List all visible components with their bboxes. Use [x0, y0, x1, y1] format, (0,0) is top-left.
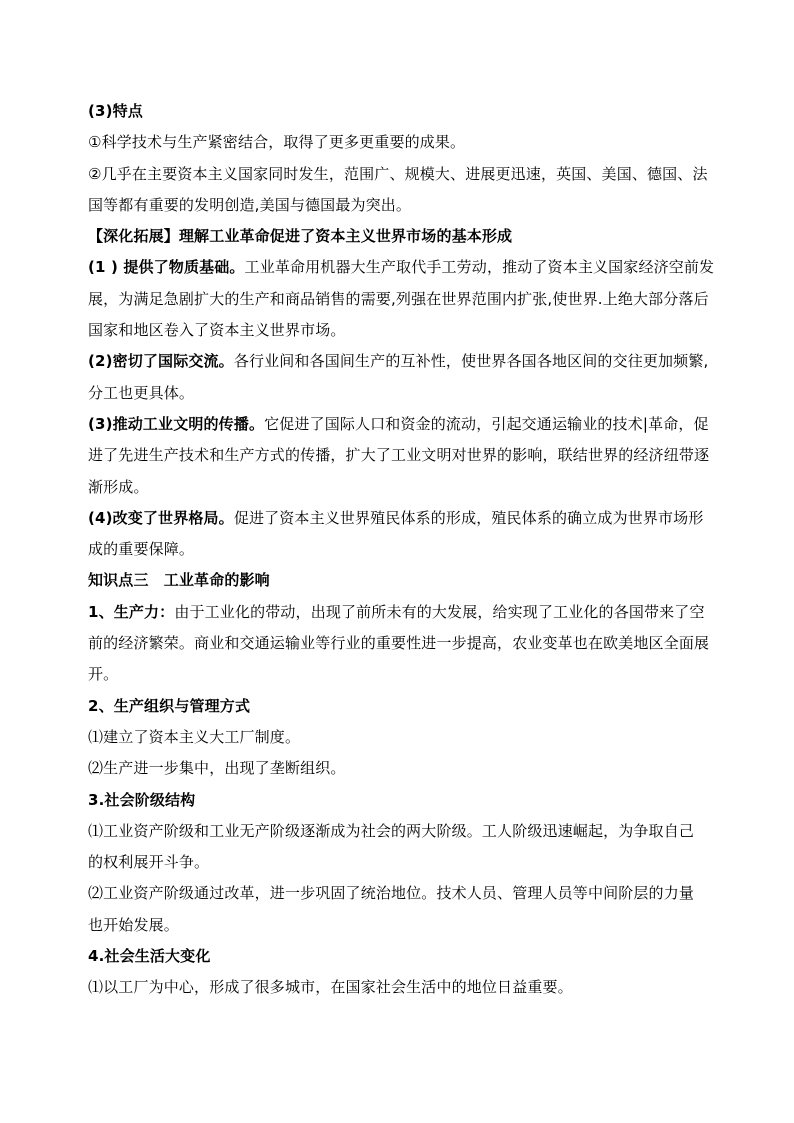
- extend-item-1-cont: 展，为满足急剧扩大的生产和商品销售的需要,列强在世界范围内扩张,使世界.上绝大部分落后: [88, 289, 709, 308]
- heading-knowledge-point-3: 知识点三 工业革命的影响: [88, 571, 270, 590]
- extend-item-3: (3)推动工业文明的传播。它促进了国际人口和资金的流动，引起交通运输业的技术|革命，促: [88, 414, 709, 433]
- heading-features: (3)特点: [88, 102, 143, 120]
- class-item-2-cont: 也开始发展。: [88, 915, 179, 934]
- extend-item-1-cont: 国家和地区卷入了资本主义世界市场。: [88, 321, 346, 340]
- class-item-1-cont: 的权利展开斗争。: [88, 853, 210, 872]
- extend-item-2-cont: 分工也更具体。: [88, 383, 195, 402]
- impact-productivity: 1、生产力：由于工业化的带动，出现了前所未有的大发展，给实现了工业化的各国带来了空: [88, 602, 705, 621]
- heading-social-life: 4.社会生活大变化: [88, 947, 211, 966]
- organization-item-1: ⑴建立了资本主义大工厂制度。: [88, 727, 301, 746]
- feature-item-1: ①科学技术与生产紧密结合，取得了更多更重要的成果。: [88, 133, 466, 152]
- impact-productivity-cont: 前的经济繁荣。商业和交通运输业等行业的重要性进一步提高，农业变革也在欧美地区全面展: [88, 634, 710, 653]
- extend-item-3-cont: 进了先进生产技术和生产方式的传播，扩大了工业文明对世界的影响，联结世界的经济纽带逐: [88, 446, 710, 465]
- extend-item-2: (2)密切了国际交流。各行业间和各国间生产的互补性，使世界各国各地区间的交往更加频繁,: [88, 352, 709, 371]
- social-life-item-1: ⑴以工厂为中心，形成了很多城市，在国家社会生活中的地位日益重要。: [88, 978, 573, 997]
- organization-item-2: ⑵生产进一步集中，出现了垄断组织。: [88, 759, 346, 778]
- class-item-1: ⑴工业资产阶级和工业无产阶级逐渐成为社会的两大阶级。工人阶级迅速崛起，为争取自己: [88, 821, 695, 840]
- heading-class-structure: 3.社会阶级结构: [88, 790, 196, 809]
- feature-item-2: ②几乎在主要资本主义国家同时发生，范围广、规模大、进展更迅速，英国、美国、德国、法: [88, 164, 708, 183]
- extend-item-4-cont: 成的重要保障。: [88, 540, 195, 559]
- extend-item-4: (4)改变了世界格局。促进了资本主义世界殖民体系的形成，殖民体系的确立成为世界市场形: [88, 508, 704, 527]
- document-page: [88, 96, 724, 1004]
- class-item-2: ⑵工业资产阶级通过改革，进一步巩固了统治地位。技术人员、管理人员等中间阶层的力量: [88, 884, 695, 903]
- feature-item-2-cont: 国等都有重要的发明创造,美国与德国最为突出。: [88, 195, 412, 214]
- heading-deepen-extend: 【深化拓展】理解工业革命促进了资本主义世界市场的基本形成: [88, 227, 513, 246]
- extend-item-1: (1 ) 提供了物质基础。工业革命用机器大生产取代手工劳动，推动了资本主义国家经济空前发: [88, 258, 715, 277]
- extend-item-3-cont: 渐形成。: [88, 477, 149, 496]
- impact-productivity-cont: 开。: [88, 665, 119, 684]
- heading-production-organization: 2、生产组织与管理方式: [88, 696, 251, 715]
